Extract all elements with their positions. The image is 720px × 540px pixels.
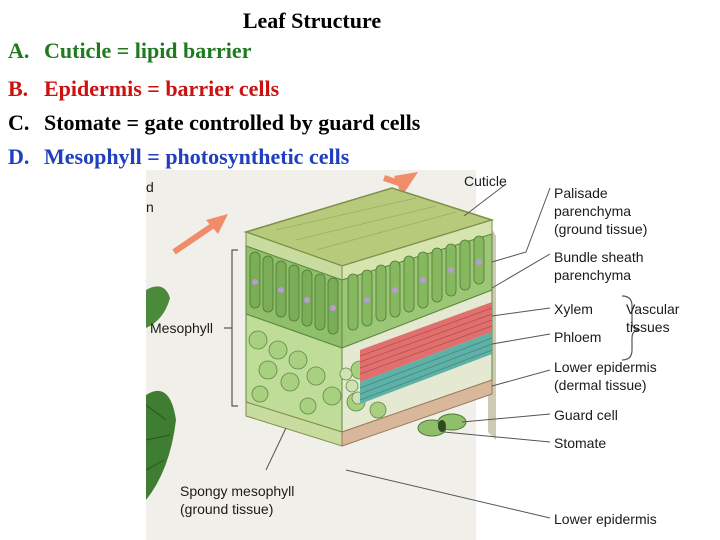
fragment-label: d (146, 179, 154, 195)
label-phloem: Phloem (554, 329, 602, 345)
page-title: Leaf Structure (242, 8, 382, 33)
label-stomate: Stomate (554, 435, 607, 451)
label-vascular: Vascular (626, 301, 680, 317)
stomate-pore (438, 420, 446, 432)
label-palisade: Palisade (554, 185, 608, 201)
label-bundle-sheath: parenchyma (554, 267, 632, 283)
label-spongy-mesophyll: (ground tissue) (180, 501, 274, 517)
definition-epidermis (8, 76, 279, 102)
label-bundle-sheath: Bundle sheath (554, 249, 644, 265)
item-letter: B. (8, 76, 29, 101)
item-letter: D. (8, 144, 30, 169)
label-mesophyll: Mesophyll (150, 320, 214, 336)
item-text: Epidermis = barrier cells (44, 76, 280, 101)
label-palisade: (ground tissue) (554, 221, 648, 237)
definition-cuticle (8, 38, 251, 64)
label-palisade: parenchyma (554, 203, 632, 219)
definition-mesophyll (8, 144, 349, 170)
label-lower-epidermis: Lower epidermis (554, 359, 657, 375)
label-guard-cell: Guard cell (554, 407, 618, 423)
item-text: Stomate = gate controlled by guard cells (44, 110, 421, 135)
label-spongy-mesophyll: Spongy mesophyll (180, 483, 295, 499)
item-text: Cuticle = lipid barrier (44, 38, 252, 63)
label-vascular: tissues (626, 319, 670, 335)
label-cuticle: Cuticle (464, 173, 507, 189)
leaf-cross-section-figure (146, 170, 720, 540)
label-lower-epidermis-bottom: Lower epidermis (554, 511, 657, 527)
label-xylem: Xylem (554, 301, 593, 317)
fragment-label: n (146, 199, 154, 215)
item-letter: C. (8, 110, 30, 135)
label-lower-epidermis: (dermal tissue) (554, 377, 647, 393)
item-text: Mesophyll = photosynthetic cells (44, 144, 350, 169)
definition-stomate (8, 110, 420, 136)
item-letter: A. (8, 38, 30, 63)
